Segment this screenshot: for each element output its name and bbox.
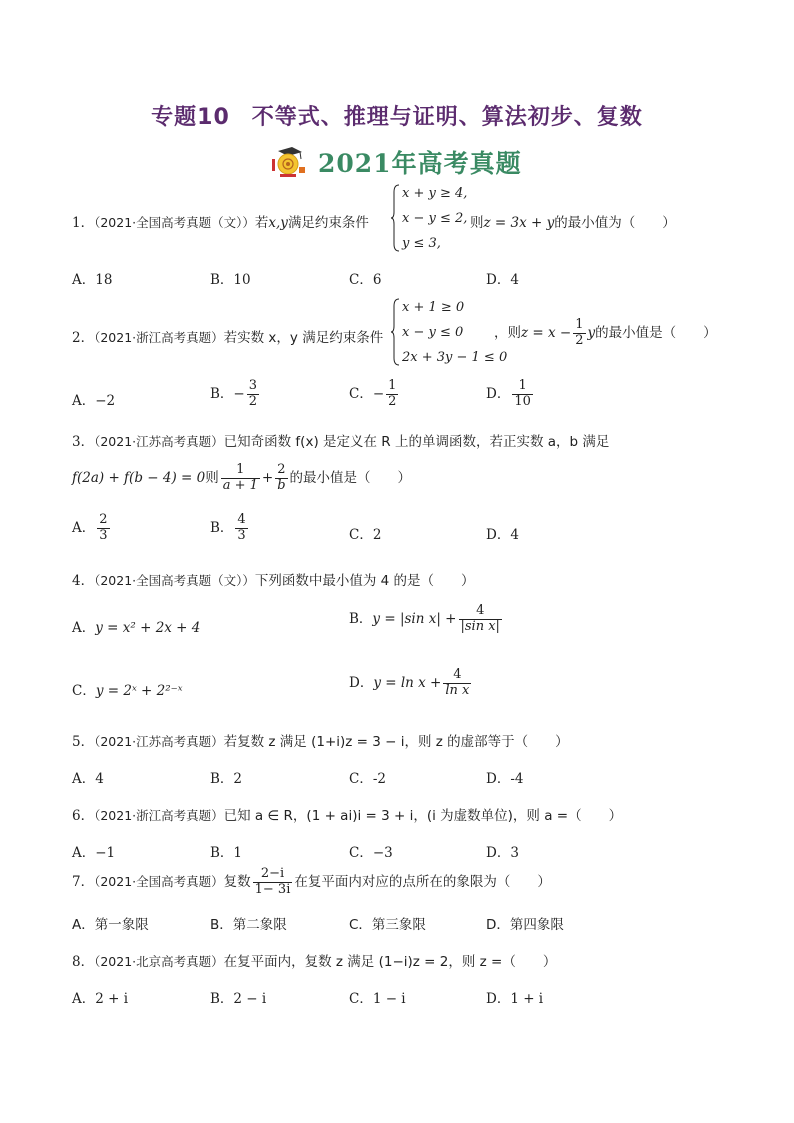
option-a[interactable]: A．2 + i <box>72 991 129 1007</box>
question-source: （2021·浙江高考真题） <box>94 330 224 345</box>
option-b[interactable]: B．1 <box>210 845 243 861</box>
question-8 <box>72 950 556 970</box>
fraction <box>275 463 287 494</box>
option-b[interactable] <box>210 513 250 544</box>
option-label: A． <box>72 620 96 636</box>
constraint-1: x + y ≥ 4, <box>402 186 468 201</box>
option-a[interactable]: A．第一象限 <box>72 917 149 933</box>
title-topic-number: 专题10 <box>151 105 230 130</box>
fraction-num: 2 <box>277 462 286 477</box>
option-c[interactable]: C．第三象限 <box>349 917 426 933</box>
question-source: （2021·浙江高考真题） <box>94 808 224 823</box>
question-source: （2021·全国高考真题（文）） <box>94 573 255 588</box>
option-label: D． <box>486 385 511 402</box>
question-7 <box>72 867 551 898</box>
question-6 <box>72 804 622 824</box>
question-text: 已知奇函数 f(x) 是定义在 R 上的单调函数，若正实数 a，b 满足 <box>223 434 610 450</box>
page-title <box>0 100 794 131</box>
question-number: 6． <box>72 808 95 824</box>
fraction <box>573 318 585 349</box>
option-b[interactable] <box>349 604 504 635</box>
constraint-2: x − y ≤ 2, <box>402 211 468 226</box>
question-number: 4． <box>72 573 95 589</box>
fraction-den: a + 1 <box>222 477 258 493</box>
option-c[interactable]: C．2 <box>349 527 382 543</box>
fraction-den: 3 <box>99 527 108 543</box>
fraction-den: 2 <box>575 332 584 348</box>
option-label: B．− <box>210 385 245 402</box>
subtitle-text: 2021年高考真题 <box>318 149 522 178</box>
option-b[interactable]: B．10 <box>210 272 251 288</box>
question-text: 的最小值是（ ） <box>595 324 717 341</box>
option-a[interactable]: A．4 <box>72 771 104 787</box>
question-source: （2021·全国高考真题（文）） <box>94 215 255 230</box>
math-expr: y = ln x + <box>373 674 442 691</box>
question-2 <box>72 326 383 346</box>
question-text: 若实数 x，y 满足约束条件 <box>223 330 384 346</box>
math-expr: z = x − <box>521 324 572 341</box>
question-text: 则 <box>205 469 219 486</box>
option-d[interactable] <box>349 668 473 699</box>
option-a[interactable] <box>72 616 200 636</box>
option-d[interactable]: D．-4 <box>486 771 524 787</box>
math-expr: z = 3x + y <box>483 215 555 231</box>
option-d[interactable]: D．3 <box>486 845 519 861</box>
question-text: 若 <box>254 215 269 231</box>
fraction-num: 1 <box>518 378 527 393</box>
question-text: 在复平面内对应的点所在的象限为（ ） <box>294 873 551 890</box>
option-label: C．− <box>349 385 385 402</box>
question-number: 7． <box>72 873 95 890</box>
option-a[interactable]: A．−2 <box>72 393 116 409</box>
question-3-line2 <box>72 463 411 494</box>
question-text: 则 <box>470 215 484 231</box>
fraction-den: 10 <box>514 393 531 409</box>
fraction-num: 4 <box>237 512 246 527</box>
fraction <box>221 463 260 494</box>
math-expr: y = x² + 2x + 4 <box>95 620 201 636</box>
math-vars: x,y <box>268 215 288 231</box>
question-4 <box>72 569 475 589</box>
option-c[interactable]: C．-2 <box>349 771 386 787</box>
option-a[interactable]: A．−1 <box>72 845 116 861</box>
option-a[interactable]: A．18 <box>72 272 113 288</box>
title-topic-name: 不等式、推理与证明、算法初步、复数 <box>251 105 643 130</box>
option-b[interactable]: B．2 <box>210 771 243 787</box>
left-brace <box>390 184 400 256</box>
question-text: 满足约束条件 <box>287 215 369 231</box>
fraction <box>253 867 293 898</box>
option-label: B． <box>210 519 234 536</box>
fraction-num: 4 <box>476 603 485 618</box>
option-c[interactable]: C．1 − i <box>349 991 406 1007</box>
option-c[interactable]: C．6 <box>349 272 382 288</box>
question-1-tail <box>470 211 676 231</box>
option-label: D． <box>349 674 374 691</box>
fraction-den: b <box>277 477 286 493</box>
option-d[interactable]: D．4 <box>486 527 519 543</box>
option-d[interactable]: D．第四象限 <box>486 917 564 933</box>
question-text: 的最小值为（ ） <box>554 215 676 231</box>
math-expr: f(2a) + f(b − 4) = 0 <box>72 469 206 486</box>
fraction-num: 4 <box>453 667 462 682</box>
fraction-den: 3 <box>237 527 246 543</box>
fraction-num: 3 <box>248 378 258 393</box>
question-text: 复数 <box>223 873 251 890</box>
option-c[interactable]: C．−3 <box>349 845 393 861</box>
math-op: + <box>261 469 274 486</box>
question-2-tail <box>494 318 717 349</box>
option-d[interactable]: D．1 + i <box>486 991 544 1007</box>
question-number: 1． <box>72 215 95 231</box>
option-d[interactable]: D．4 <box>486 272 519 288</box>
math-expr: y <box>587 324 596 341</box>
question-text: 在复平面内，复数 z 满足 (1−i)z = 2，则 z =（ ） <box>223 954 557 970</box>
math-expr: y = 2ˣ + 2²⁻ˣ <box>95 683 183 699</box>
constraint-3: 2x + 3y − 1 ≤ 0 <box>402 350 508 365</box>
fraction-den: 2 <box>388 393 397 409</box>
option-b[interactable]: B．2 − i <box>210 991 267 1007</box>
question-source: （2021·全国高考真题） <box>94 873 224 889</box>
constraint-2: x − y ≤ 0 <box>402 325 464 340</box>
question-number: 3． <box>72 434 95 450</box>
fraction-num: 1 <box>388 378 397 393</box>
fraction-num: 1 <box>236 462 245 477</box>
option-label: A． <box>72 519 96 536</box>
fraction-den: 2 <box>248 393 258 409</box>
question-3 <box>72 430 609 450</box>
fraction-num: 2 <box>99 512 108 527</box>
math-expr: y = |sin x| + <box>372 610 457 627</box>
constraint-1: x + 1 ≥ 0 <box>402 300 465 315</box>
question-number: 8． <box>72 954 95 970</box>
fraction-num: 2−i <box>260 866 285 881</box>
question-text: 下列函数中最小值为 4 的是（ ） <box>254 573 475 589</box>
question-text: 的最小值是（ ） <box>289 469 412 486</box>
question-text: ，则 <box>494 324 521 341</box>
option-b[interactable]: B．第二象限 <box>210 917 287 933</box>
question-source: （2021·江苏高考真题） <box>94 734 224 749</box>
question-text: 若复数 z 满足 (1+i)z = 3 − i，则 z 的虚部等于（ ） <box>223 734 569 750</box>
left-brace <box>390 298 400 370</box>
fraction-den: ln x <box>445 682 470 698</box>
option-c[interactable] <box>349 379 400 410</box>
fraction-num: 1 <box>575 317 584 332</box>
option-label: C． <box>72 683 96 699</box>
scholar-logo-icon <box>268 145 308 179</box>
fraction-den: 1− 3i <box>254 881 291 897</box>
fraction-den: |sin x| <box>460 618 500 634</box>
option-d[interactable] <box>486 379 535 410</box>
option-b[interactable] <box>210 379 261 410</box>
constraint-3: y ≤ 3, <box>402 236 441 251</box>
question-5 <box>72 730 569 750</box>
question-text: 已知 a ∈ R，(1 + ai)i = 3 + i，(i 为虚数单位)，则 a =（ ） <box>223 808 623 824</box>
option-a[interactable] <box>72 513 112 544</box>
question-number: 2． <box>72 330 95 346</box>
option-label: B． <box>349 610 373 627</box>
question-source: （2021·江苏高考真题） <box>94 434 224 449</box>
question-1 <box>72 211 369 231</box>
question-number: 5． <box>72 734 95 750</box>
subtitle-row <box>268 144 522 180</box>
option-c[interactable] <box>72 679 183 699</box>
question-source: （2021·北京高考真题） <box>94 954 224 969</box>
